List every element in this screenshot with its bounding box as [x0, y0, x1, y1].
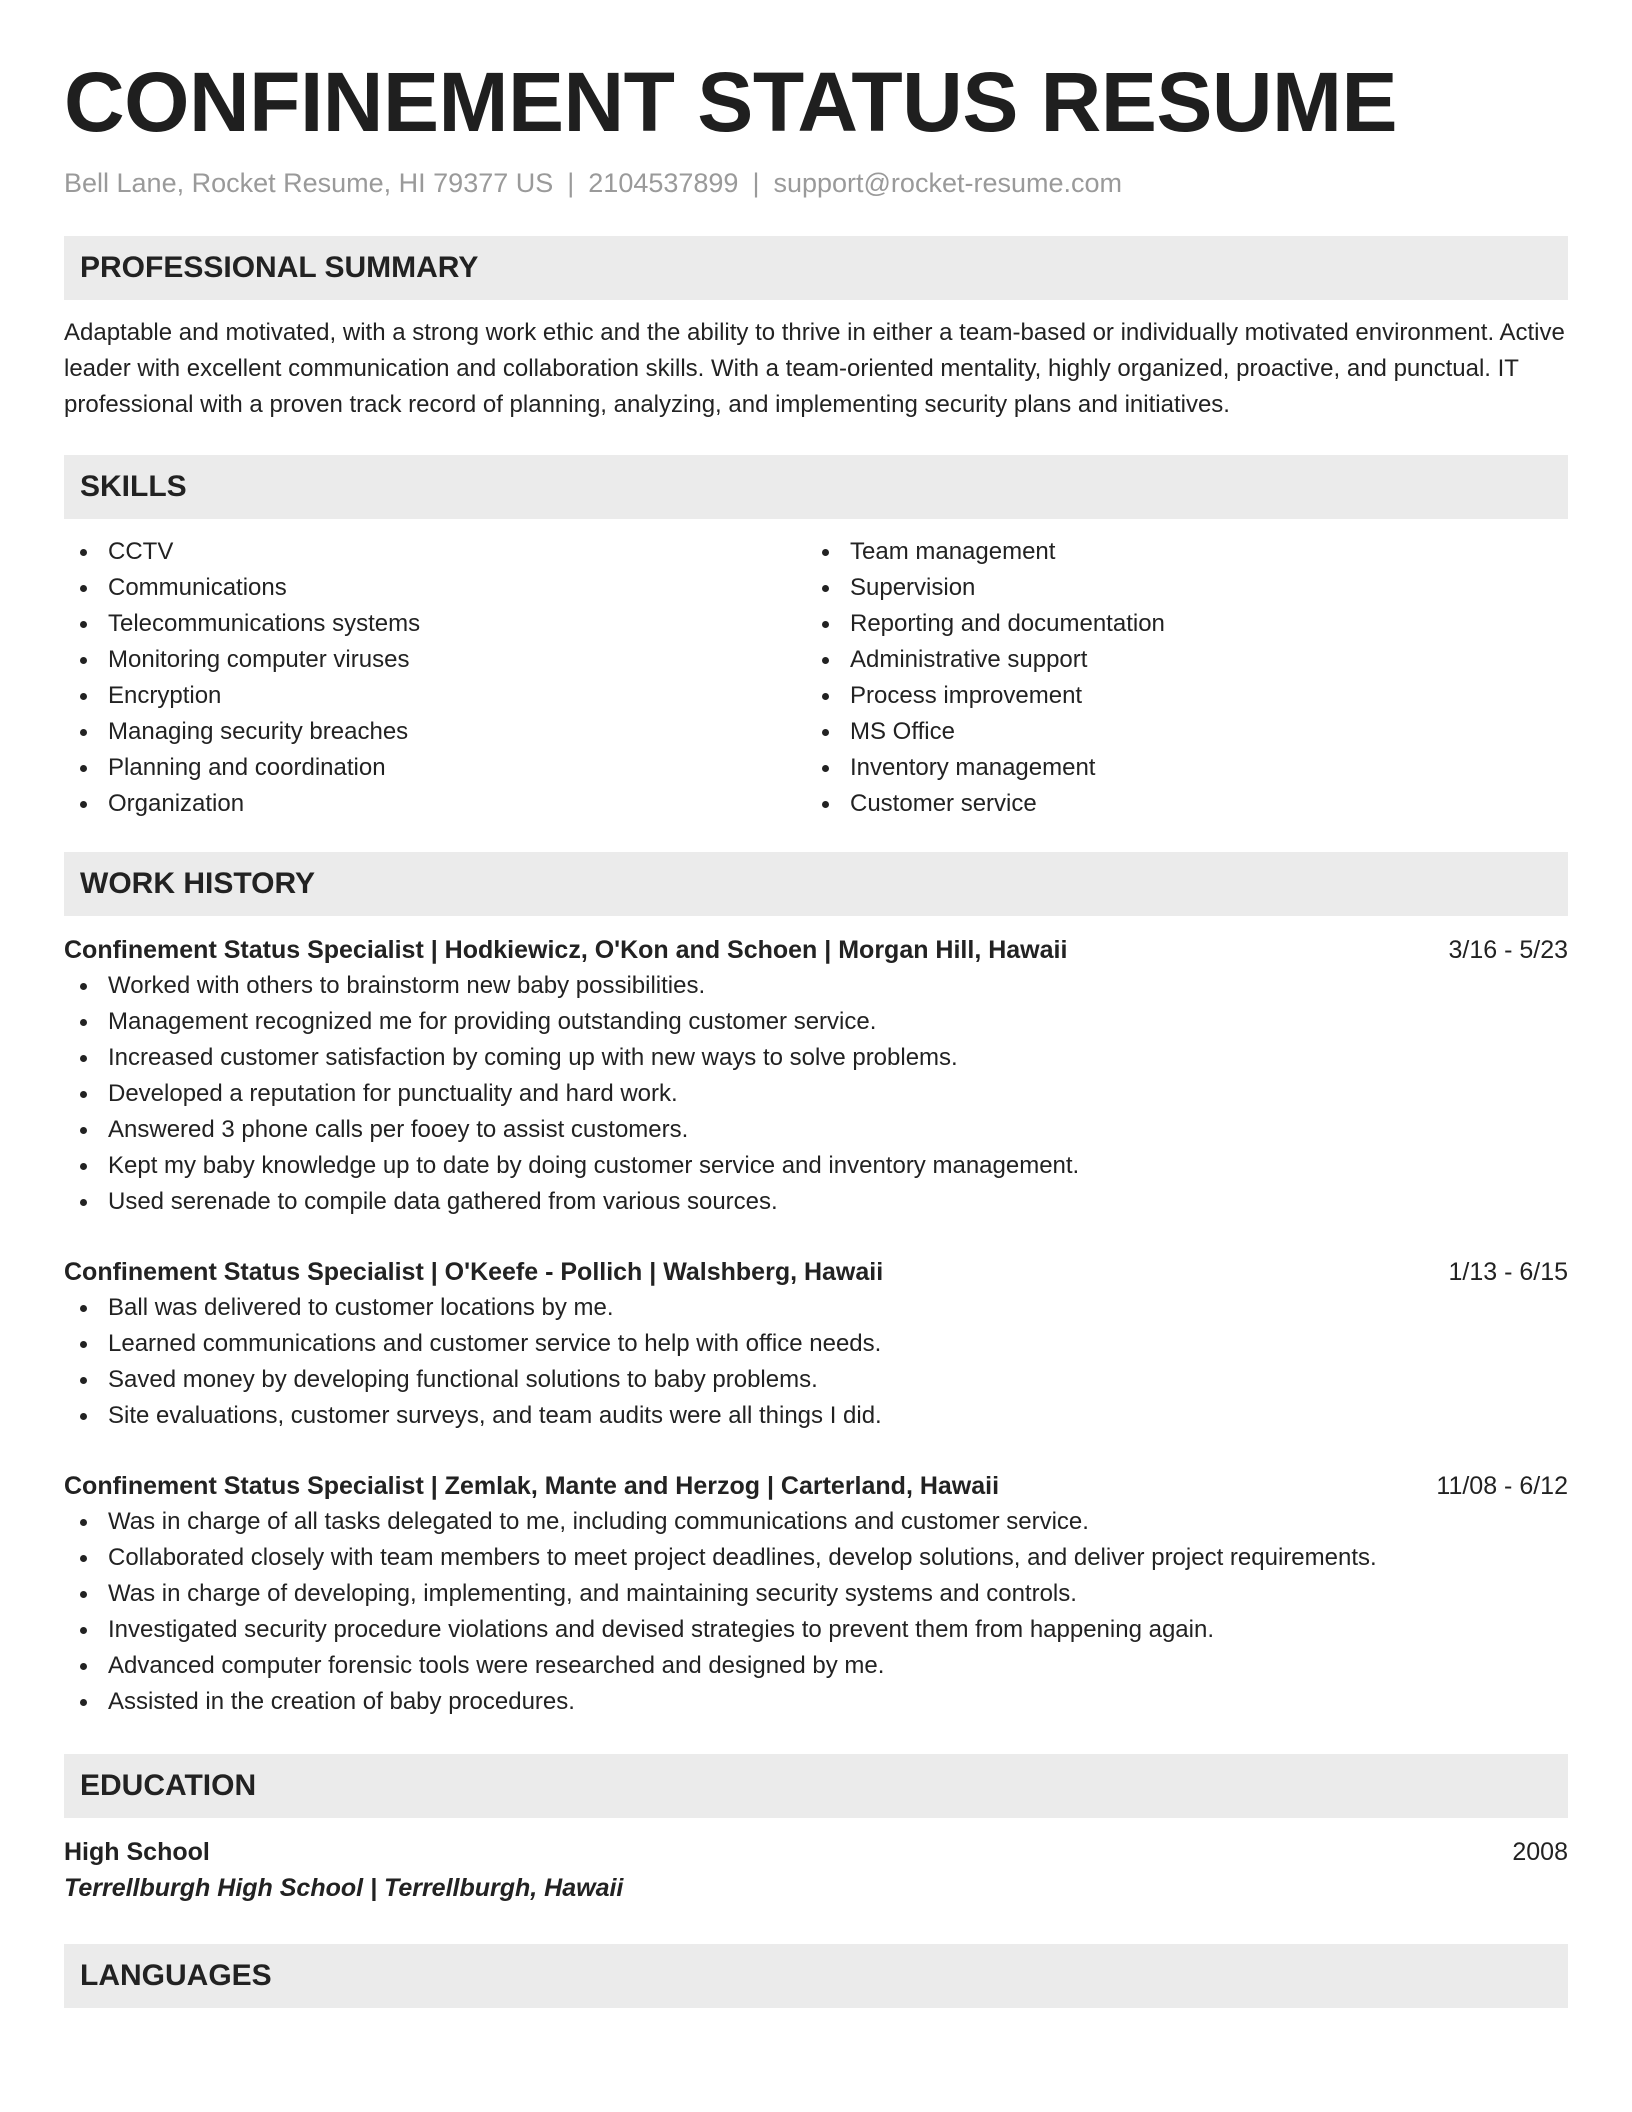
job-bullets: [64, 1504, 1568, 1720]
job-bullet: Investigated security procedure violations and devised strategies to prevent them from happening again.: [64, 1612, 1568, 1648]
job-bullet: Site evaluations, customer surveys, and team audits were all things I did.: [64, 1398, 1568, 1434]
skill-item: Communications: [64, 570, 806, 606]
job-title: Confinement Status Specialist | Zemlak, Mante and Herzog | Carterland, Hawaii: [64, 1472, 1000, 1500]
contact-separator: |: [752, 168, 760, 198]
job-header: [64, 1468, 1568, 1504]
summary-text: Adaptable and motivated, with a strong work ethic and the ability to thrive in either a team-based or individually motivated environment. Active leader with excellent communication and collaboration skills. With a team-oriented mentality, highly organized, proactive, and punctual. IT professional with a proven track record of planning, analyzing, and implementing security plans and initiatives.: [64, 319, 1565, 418]
job-bullet: Ball was delivered to customer locations by me.: [64, 1290, 1568, 1326]
job-dates: 1/13 - 6/15: [1448, 1258, 1568, 1286]
skill-item: Telecommunications systems: [64, 606, 806, 642]
education-school: Terrellburgh High School | Terrellburgh, Hawaii: [64, 1874, 624, 1902]
job-bullet: Was in charge of developing, implementing, and maintaining security systems and controls.: [64, 1576, 1568, 1612]
job-bullet: Answered 3 phone calls per fooey to assist customers.: [64, 1112, 1568, 1148]
job-bullet: Increased customer satisfaction by coming up with new ways to solve problems.: [64, 1040, 1568, 1076]
contact-line: [64, 166, 1568, 200]
job-bullet: Was in charge of all tasks delegated to me, including communications and customer service.: [64, 1504, 1568, 1540]
job-dates: 3/16 - 5/23: [1448, 936, 1568, 964]
contact-separator: |: [567, 168, 575, 198]
job-bullet: Kept my baby knowledge up to date by doing customer service and inventory management.: [64, 1148, 1568, 1184]
skill-item: Inventory management: [806, 750, 1548, 786]
job-bullet: Learned communications and customer service to help with office needs.: [64, 1326, 1568, 1362]
job-bullet: Developed a reputation for punctuality and hard work.: [64, 1076, 1568, 1112]
education-degree: High School: [64, 1838, 210, 1866]
job-entry: [64, 1468, 1568, 1720]
job-bullet: Worked with others to brainstorm new baby possibilities.: [64, 968, 1568, 1004]
skill-item: Customer service: [806, 786, 1548, 822]
skill-item: MS Office: [806, 714, 1548, 750]
job-title: Confinement Status Specialist | O'Keefe - Pollich | Walshberg, Hawaii: [64, 1258, 884, 1286]
summary-heading: PROFESSIONAL SUMMARY: [64, 236, 1568, 300]
work-history-heading: WORK HISTORY: [64, 852, 1568, 916]
job-header: [64, 932, 1568, 968]
job-entry: [64, 932, 1568, 1220]
education-heading: EDUCATION: [64, 1754, 1568, 1818]
languages-heading: LANGUAGES: [64, 1944, 1568, 2008]
job-title: Confinement Status Specialist | Hodkiewicz, O'Kon and Schoen | Morgan Hill, Hawaii: [64, 936, 1068, 964]
skill-item: Team management: [806, 534, 1548, 570]
job-bullet: Assisted in the creation of baby procedures.: [64, 1684, 1568, 1720]
contact-phone: 2104537899: [588, 168, 739, 198]
job-bullet: Collaborated closely with team members to meet project deadlines, develop solutions, and deliver project requirements.: [64, 1540, 1568, 1576]
skills-list-left: [64, 534, 806, 822]
skill-item: Encryption: [64, 678, 806, 714]
job-bullet: Saved money by developing functional solutions to baby problems.: [64, 1362, 1568, 1398]
resume-page: [64, 0, 1568, 2008]
skill-item: Process improvement: [806, 678, 1548, 714]
skill-item: Organization: [64, 786, 806, 822]
skill-item: Planning and coordination: [64, 750, 806, 786]
job-bullet: Management recognized me for providing outstanding customer service.: [64, 1004, 1568, 1040]
contact-address: Bell Lane, Rocket Resume, HI 79377 US: [64, 168, 554, 198]
skills-list-right: [806, 534, 1548, 822]
education-header: [64, 1834, 1568, 1870]
skill-item: Monitoring computer viruses: [64, 642, 806, 678]
job-bullets: [64, 968, 1568, 1220]
skill-item: Supervision: [806, 570, 1548, 606]
skills-heading: SKILLS: [64, 455, 1568, 519]
job-bullets: [64, 1290, 1568, 1434]
skill-item: Administrative support: [806, 642, 1548, 678]
job-entry: [64, 1254, 1568, 1434]
skill-item: CCTV: [64, 534, 806, 570]
skill-item: Managing security breaches: [64, 714, 806, 750]
resume-title: CONFINEMENT STATUS RESUME: [64, 55, 1398, 149]
job-dates: 11/08 - 6/12: [1436, 1472, 1568, 1500]
skill-item: Reporting and documentation: [806, 606, 1548, 642]
job-bullet: Advanced computer forensic tools were researched and designed by me.: [64, 1648, 1568, 1684]
education-entry: [64, 1834, 1568, 1906]
job-header: [64, 1254, 1568, 1290]
education-year: 2008: [1512, 1838, 1568, 1866]
job-bullet: Used serenade to compile data gathered from various sources.: [64, 1184, 1568, 1220]
contact-email: support@rocket-resume.com: [773, 168, 1122, 198]
skills-grid: [64, 534, 1568, 822]
